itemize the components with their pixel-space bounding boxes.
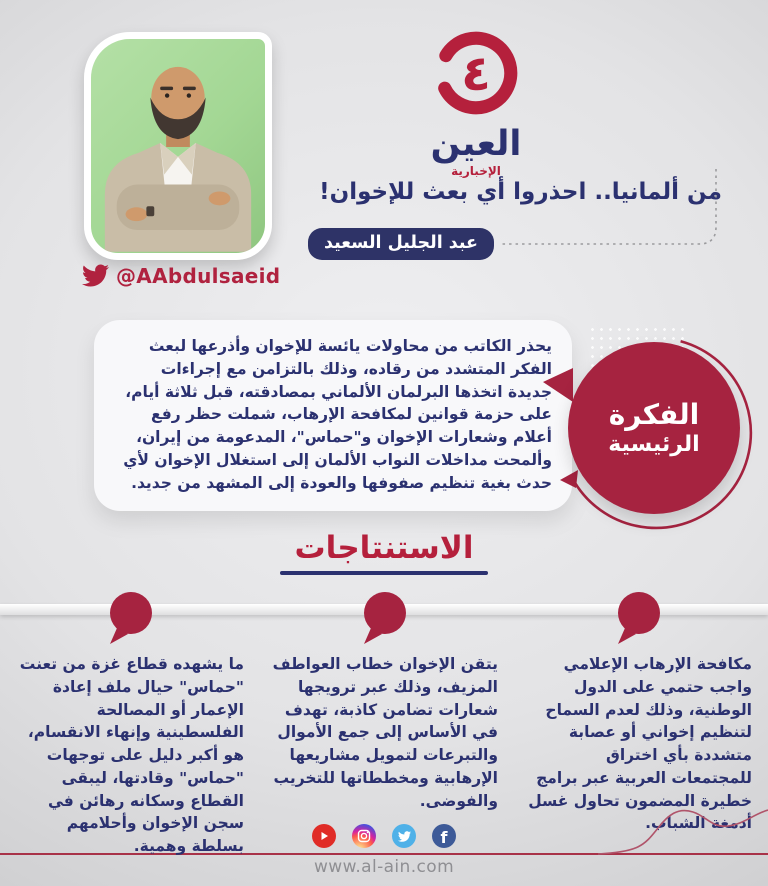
logo-tagline: الإخبارية <box>451 164 501 178</box>
site-url[interactable]: www.al-ain.com <box>313 857 455 877</box>
conclusions-heading-text: الاستنتاجات <box>294 530 474 566</box>
main-idea-label-line2: الرئيسية <box>608 431 700 457</box>
dashed-connector-line <box>497 167 723 253</box>
alain-logo-icon <box>429 26 523 120</box>
author-portrait-illustration <box>91 39 265 253</box>
author-twitter[interactable] <box>82 262 280 289</box>
youtube-icon[interactable] <box>312 824 336 848</box>
social-icons-row <box>0 824 768 848</box>
logo-wordmark: العين <box>430 124 522 164</box>
conclusion-text: ما يشهده قطاع غزة من تعنت "حماس" حيال ملف إعادة الإعمار أو المصالحة الفلسطينية وإنهاء الانقسام، هو أكبر دليل على توجهات "حماس" وقادتها، ليبقى القطاع وسكانه رهائن في سجن الإخوان وأحلامهم بسلطة وهمية. <box>19 655 244 856</box>
alain-logo <box>400 26 552 178</box>
page-title: من ألمانيا.. احذروا أي بعث للإخوان! <box>319 179 722 205</box>
author-badge: عبد الجليل السعيد <box>308 228 494 260</box>
conclusion-item <box>16 590 244 858</box>
author-photo <box>84 32 272 260</box>
speech-bubble-icon <box>359 590 409 646</box>
speech-bubble-icon <box>105 590 155 646</box>
main-idea-bubble <box>568 342 740 514</box>
heading-underline <box>280 571 488 575</box>
conclusion-text: يتقن الإخوان خطاب العواطف المزيف، وذلك عبر ترويجها شعارات تضامن كاذبة، تهدف في الأساس إلى جمع الأموال والتبرعات لتمويل مشاريعها الإرهابية ومخططاتها للتخريب والفوضى. <box>272 655 498 810</box>
speech-bubble-icon <box>613 590 663 646</box>
camera-glyph <box>357 829 371 843</box>
speech-bubble-pointer <box>543 368 573 402</box>
conclusions-heading <box>0 530 768 575</box>
twitter-handle[interactable]: @AAbdulsaeid <box>116 263 281 288</box>
facebook-f-glyph: f <box>440 827 448 847</box>
logo-glyph: ٤ <box>461 44 491 102</box>
facebook-icon[interactable] <box>432 824 456 848</box>
instagram-icon[interactable] <box>352 824 376 848</box>
main-idea-text: يحذر الكاتب من محاولات يائسة للإخوان وأذرعها لبعث الفكر المتشدد من رقاده، وذلك بالتزامن مع إجراءات جديدة اتخذها البرلمان الألماني بمصادقته، قبل ثلاثة أيام، على حزمة قوانين لمكافحة الإرهاب، شملت حظر رفع أعلام وشعارات الإخوان و"حماس"، المدعومة من إيران، وألمحت مداخلات النواب الألمان إلى استغلال الإخوان لأي حدث بغية تنظيم صفوفها والعودة إلى المشهد من جديد. <box>94 320 572 511</box>
twitter-icon[interactable] <box>392 824 416 848</box>
twitter-bird-glyph <box>398 830 411 843</box>
main-idea-label-line1: الفكرة <box>608 398 700 431</box>
twitter-bird-icon <box>82 262 109 289</box>
conclusion-item <box>270 590 498 858</box>
conclusion-text: مكافحة الإرهاب الإعلامي واجب حتمي على الدول الوطنية، وذلك لعدم السماح لتنظيم إخواني أو عصابة متشددة بأي اختراق للمجتمعات العربية عبر برامج خطيرة المضمون تحاول غسل أدمغة الشباب. <box>528 655 752 833</box>
play-glyph <box>318 830 330 842</box>
